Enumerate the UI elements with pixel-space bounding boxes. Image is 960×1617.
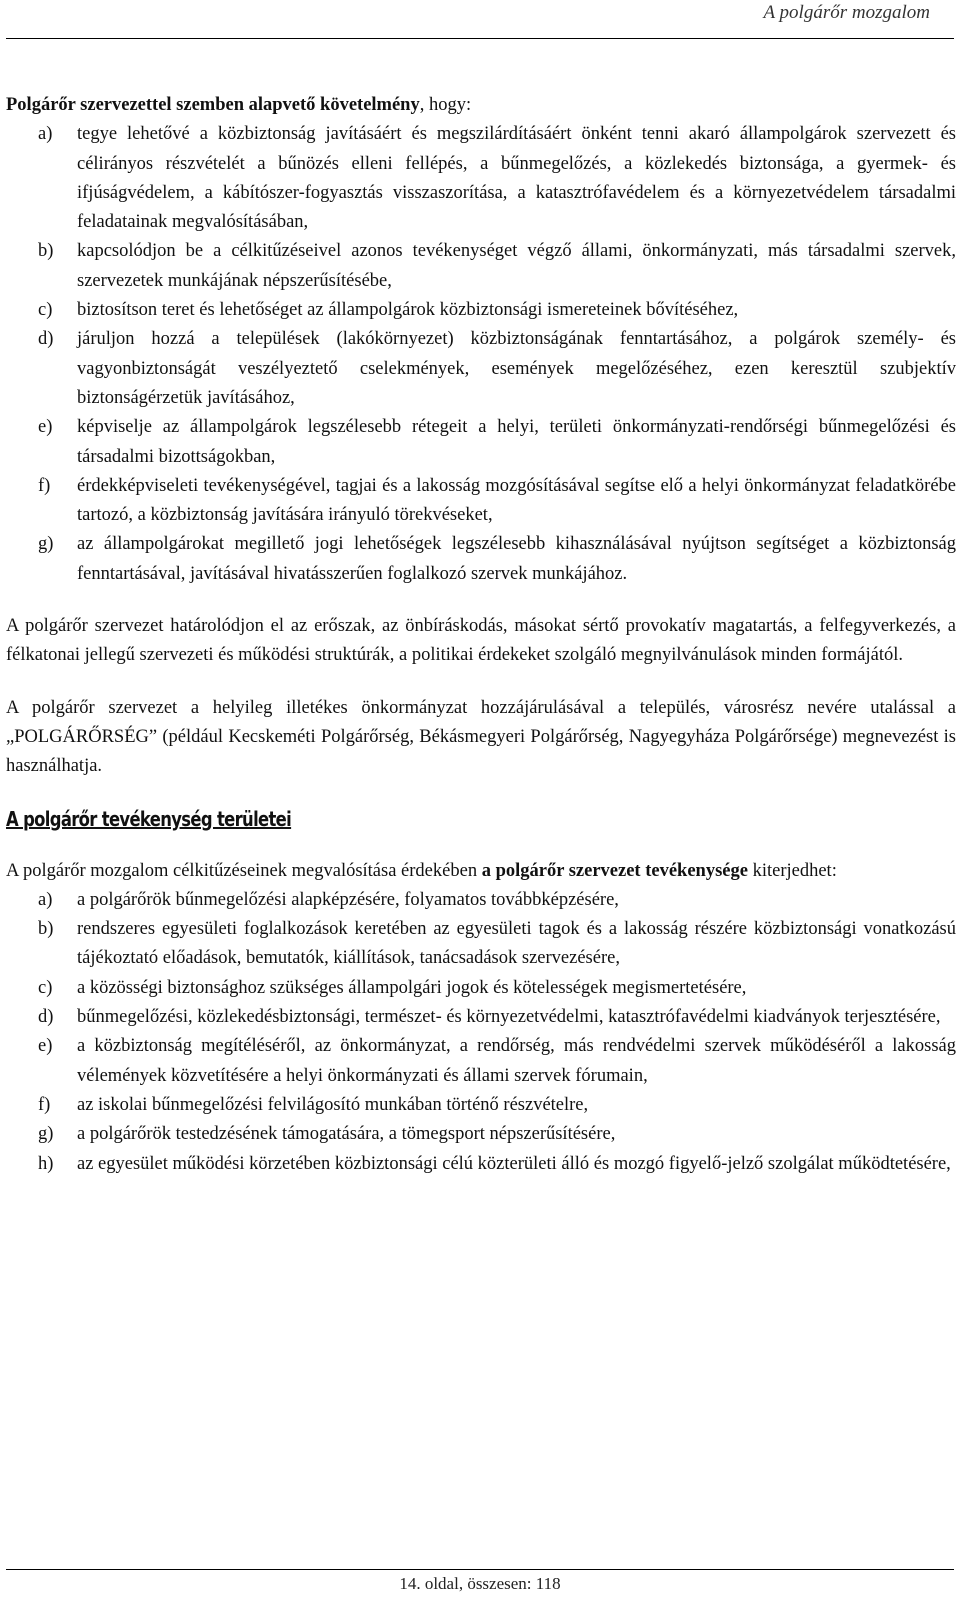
distancing-paragraph: A polgárőr szervezet határolódjon el az erőszak, az önbíráskodás, másokat sértő provokatív magatartás, a felfegyverkezés, a félkatonai jellegű szervezeti és működési struktúrák, a politikai érdekeket szolgáló megnyilvánulások minden formájától. (6, 616, 956, 666)
list-item-text: az iskolai bűnmegelőzési felvilágosító munkában történő részvételre, (77, 1094, 589, 1115)
list-item-text: a közbiztonság megítéléséről, az önkormányzat, a rendőrség, más rendvédelmi szervek működéséről a lakosság vélemények közvetítésére a helyi önkormányzati és állami szervek fórumain, (77, 1036, 956, 1086)
list-item-label: d) (38, 329, 54, 350)
list-item-text: a közösségi biztonsághoz szükséges állampolgári jogok és kötelességek megismertetésére, (77, 977, 747, 998)
requirements-intro (6, 91, 956, 120)
list-item-text: érdekképviseleti tevékenységével, tagjai és a lakosság mozgósításával segítse elő a helyi önkormányzat feladatkörébe tartozó, a közbiztonság javítására irányuló törekvéseket, (77, 475, 956, 526)
list-item-label: b) (38, 241, 54, 262)
list-item-label: e) (38, 1036, 53, 1057)
list-item (6, 296, 956, 325)
page-number: 14. oldal, összesen: 118 (399, 1574, 561, 1593)
paragraph-spacer (6, 782, 956, 805)
naming-paragraph: A polgárőr szervezet a helyileg illetékes önkormányzat hozzájárulásával a település, városrész nevére utalással a „POLGÁRŐRSÉG” (például Kecskeméti Polgárőrség, Békásmegyeri Polgárőrség, Nagyegyháza Polgárőrsége) megnevezést is használhatja. (6, 697, 956, 777)
paragraph-spacer (6, 834, 956, 857)
list-item-text: bűnmegelőzési, közlekedésbiztonsági, természet- és környezetvédelmi, katasztrófavédelmi kiadványok terjesztésére, (77, 1007, 941, 1028)
list-item-label: b) (38, 919, 54, 940)
list-item-text: biztosítson teret és lehetőséget az állampolgárok közbiztonsági ismereteinek bővítéséhez, (77, 300, 739, 321)
list-item-label: a) (38, 124, 53, 145)
list-item (6, 1120, 956, 1149)
list-item-text: járuljon hozzá a települések (lakókörnyezet) közbiztonságának fenntartásához, a polgárok személy- és vagyonbiztonságát veszélyeztető cselekmények, események megelőzéséhez, ezen keresztül szubjektív biztonságérzetük javításához, (77, 329, 956, 408)
paragraph-spacer (6, 589, 956, 612)
list-item (6, 530, 956, 589)
list-item (6, 413, 956, 472)
running-header: A polgárőr mozgalom (763, 2, 930, 23)
list-item (6, 237, 956, 296)
list-item-text: rendszeres egyesületi foglalkozások keretében az egyesületi tagok és a lakosság részére közbiztonsági vonatkozású tájékoztató előadások, bemutatók, kiállítások, tanácsadások szervezésére, (77, 919, 956, 969)
requirements-intro-bold: Polgárőr szervezettel szemben alapvető követelmény (6, 95, 420, 115)
list-item-text: az állampolgárokat megillető jogi lehetőségek legszélesebb kihasználásával nyújtson segítséget a közbiztonság fenntartásával, javításával hivatásszerűen foglalkozó szervek munkájához. (77, 534, 956, 584)
requirements-list (6, 120, 956, 589)
list-item (6, 472, 956, 531)
list-item-label: d) (38, 1007, 54, 1028)
activities-intro-end: kiterjedhet: (747, 860, 837, 881)
activities-intro (6, 857, 956, 886)
header-rule (6, 38, 954, 39)
paragraph-spacer (6, 671, 956, 694)
list-item-label: g) (38, 534, 54, 555)
requirements-intro-rest: , hogy: (419, 95, 472, 115)
list-item (6, 120, 956, 237)
list-item (6, 1091, 956, 1120)
list-item-label: c) (38, 977, 53, 998)
list-item (6, 1003, 956, 1032)
list-item-text: tegye lehetővé a közbiztonság javításáért és megszilárdításáért önként tenni akaró állampolgárok szervezett és célirányos részvételét a bűnözés elleni fellépés, a bűnmegelőzés, a közlekedés biztonsága, a gyermek- és ifjúságvédelem, a kábítószer-fogyasztás visszaszorítása, a katasztrófavédelem és a környezetvédelem társadalmi feladatainak megvalósításában, (77, 124, 956, 233)
list-item-label: g) (38, 1124, 54, 1145)
list-item-label: f) (38, 1094, 51, 1115)
list-item (6, 1150, 956, 1179)
activities-intro-bold: a polgárőr szervezet tevékenysége (481, 860, 748, 881)
footer-rule (6, 1569, 954, 1570)
list-item-label: e) (38, 417, 53, 438)
section-heading: A polgárőr tevékenység területei (6, 806, 292, 831)
list-item (6, 886, 956, 915)
list-item-text: az egyesület működési körzetében közbiztonsági célú közterületi álló és mozgó figyelő-jelző szolgálat működtetésére, (77, 1153, 951, 1174)
list-item-label: a) (38, 889, 53, 910)
list-item (6, 1032, 956, 1091)
activities-intro-start: A polgárőr mozgalom célkitűzéseinek megvalósítása érdekében (6, 860, 482, 881)
list-item-text: kapcsolódjon be a célkitűzéseivel azonos tevékenységet végző állami, önkormányzati, más társadalmi szervek, szervezetek munkájának népszerűsítésébe, (77, 241, 956, 291)
list-item-label: h) (38, 1153, 54, 1174)
activities-list (6, 886, 956, 1179)
list-item-label: c) (38, 300, 53, 321)
page-content (6, 91, 956, 1179)
list-item-text: a polgárőrök bűnmegelőzési alapképzésére, folyamatos továbbképzésére, (77, 889, 619, 910)
list-item-text: képviselje az állampolgárok legszélesebb rétegeit a helyi, területi önkormányzati-rendőrségi bűnmegelőzési és társadalmi bizottságokban, (77, 417, 956, 467)
list-item-text: a polgárőrök testedzésének támogatására, a tömegsport népszerűsítésére, (77, 1124, 616, 1145)
list-item-label: f) (38, 475, 51, 496)
list-item (6, 325, 956, 413)
list-item (6, 915, 956, 974)
list-item (6, 974, 956, 1003)
